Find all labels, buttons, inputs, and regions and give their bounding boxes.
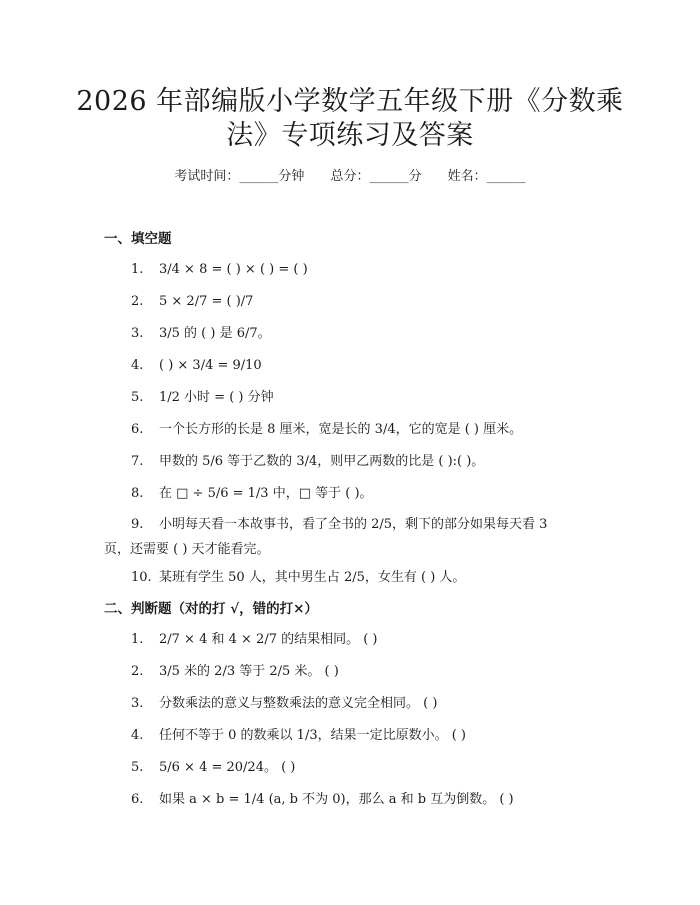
question-text: 3/4 × 8 = ( ) × ( ) = ( ) bbox=[159, 262, 308, 277]
question-text: 如果 a × b = 1/4 (a, b 不为 0)，那么 a 和 b 互为倒数。 ( ) bbox=[159, 792, 514, 807]
question-text: ( ) × 3/4 = 9/10 bbox=[159, 358, 262, 373]
question-item bbox=[131, 389, 274, 407]
question-item bbox=[131, 261, 308, 279]
section-heading-true-false: 二、判断题（对的打 √，错的打×） bbox=[104, 601, 318, 617]
question-number: 10. bbox=[131, 570, 152, 585]
student-name-field: 姓名：______ bbox=[447, 169, 526, 184]
question-number: 1. bbox=[131, 262, 144, 277]
question-text: 3/5 的 ( ) 是 6/7。 bbox=[159, 326, 271, 341]
question-item bbox=[131, 791, 514, 809]
question-text: 5/6 × 4 = 20/24。 ( ) bbox=[159, 760, 296, 775]
question-item bbox=[131, 453, 484, 471]
question-number: 5. bbox=[131, 390, 144, 405]
question-number: 5. bbox=[131, 760, 144, 775]
question-text: 分数乘法的意义与整数乘法的意义完全相同。 ( ) bbox=[159, 696, 438, 711]
question-text: 小明每天看一本故事书，看了全书的 2/5，剩下的部分如果每天看 3 页，还需要 ( ) 天才能看完。 bbox=[104, 517, 548, 557]
document-title-line-1: 2026 年部编版小学数学五年级下册《分数乘 bbox=[76, 86, 624, 117]
question-text: 5 × 2/7 = ( )/7 bbox=[159, 294, 254, 309]
question-number: 6. bbox=[131, 422, 144, 437]
question-item bbox=[131, 421, 522, 439]
question-number: 2. bbox=[131, 294, 144, 309]
question-item bbox=[131, 325, 271, 343]
exam-info-line bbox=[0, 168, 700, 186]
question-number: 3. bbox=[131, 326, 144, 341]
question-number: 8. bbox=[131, 486, 144, 501]
question-number: 6. bbox=[131, 792, 144, 807]
question-item bbox=[131, 695, 437, 713]
question-text: 某班有学生 50 人，其中男生占 2/5，女生有 ( ) 人。 bbox=[159, 570, 466, 585]
question-item bbox=[131, 485, 373, 503]
question-number: 9. bbox=[131, 517, 144, 532]
exam-time-field: 考试时间：______分钟 bbox=[174, 169, 305, 184]
question-item bbox=[131, 759, 295, 777]
total-score-field: 总分：______分 bbox=[330, 169, 422, 184]
question-item bbox=[104, 512, 574, 562]
question-text: 在 □ ÷ 5/6 = 1/3 中，□ 等于 ( )。 bbox=[159, 486, 373, 501]
question-item bbox=[131, 569, 465, 587]
question-text: 一个长方形的长是 8 厘米，宽是长的 3/4，它的宽是 ( ) 厘米。 bbox=[159, 422, 523, 437]
question-item bbox=[131, 663, 339, 681]
document-title-line-2: 法》专项练习及答案 bbox=[226, 120, 474, 151]
question-number: 4. bbox=[131, 358, 144, 373]
question-text: 2/7 × 4 和 4 × 2/7 的结果相同。 ( ) bbox=[159, 632, 378, 647]
question-item bbox=[131, 727, 466, 745]
question-item bbox=[131, 293, 253, 311]
question-text: 任何不等于 0 的数乘以 1/3，结果一定比原数小。 ( ) bbox=[159, 728, 466, 743]
question-number: 4. bbox=[131, 728, 144, 743]
question-number: 3. bbox=[131, 696, 144, 711]
section-heading-fill-in: 一、填空题 bbox=[104, 231, 172, 247]
question-text: 3/5 米的 2/3 等于 2/5 米。 ( ) bbox=[159, 664, 339, 679]
question-item bbox=[131, 357, 262, 375]
question-item bbox=[131, 631, 378, 649]
question-number: 2. bbox=[131, 664, 144, 679]
question-number: 7. bbox=[131, 454, 144, 469]
question-text: 甲数的 5/6 等于乙数的 3/4，则甲乙两数的比是 ( ):( )。 bbox=[159, 454, 485, 469]
question-text: 1/2 小时 = ( ) 分钟 bbox=[159, 390, 274, 405]
question-number: 1. bbox=[131, 632, 144, 647]
